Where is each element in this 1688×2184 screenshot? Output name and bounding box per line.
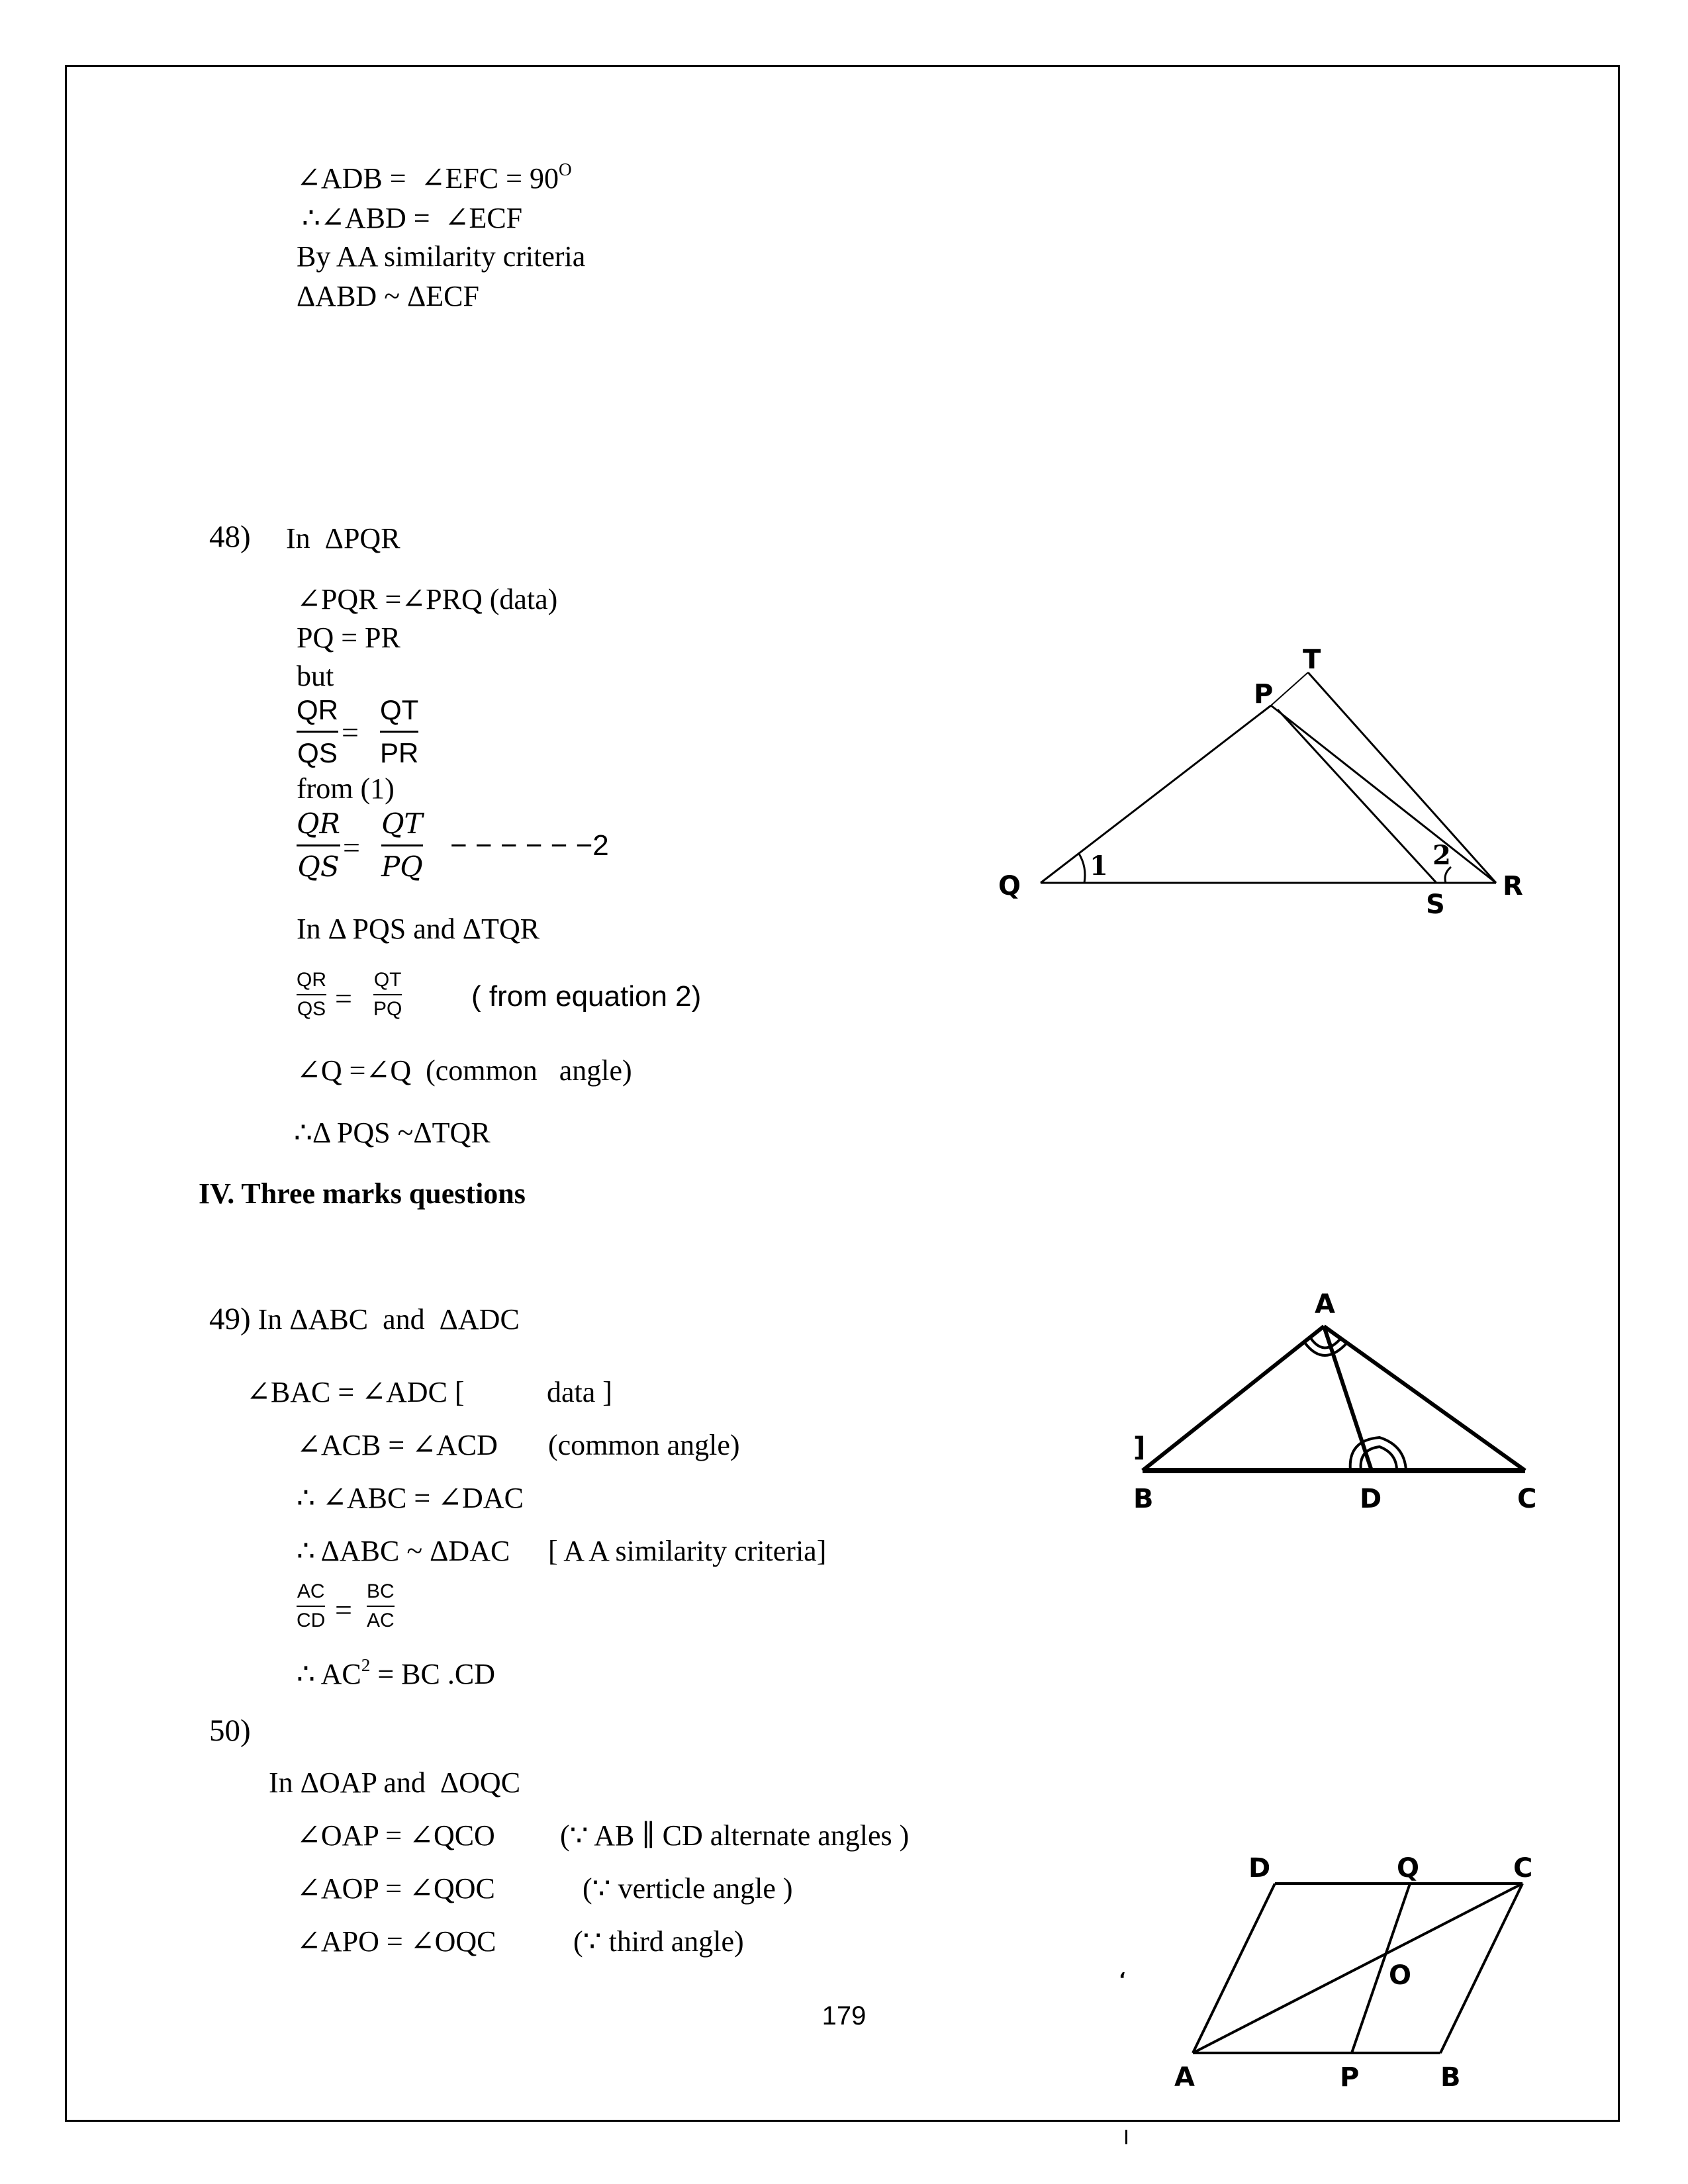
top-line-4: ΔABD ~ ΔECF [297,280,479,312]
q50-label-A: A [1174,2062,1195,2093]
q48-line-6: ∠Q =∠Q (common angle) [297,1054,632,1087]
q50-line-2b: (∵ verticle angle ) [583,1872,793,1905]
q48-equals-1: = [342,715,359,749]
q49-fraction-left: AC CD [297,1580,326,1631]
footer-tick-mark [1125,2130,1127,2144]
section-heading: IV. Three marks questions [199,1177,526,1210]
q48-fraction-2-left: QR QS [297,807,341,883]
q50-line-1b: (∵ AB ∥ CD alternate angles ) [560,1819,910,1852]
q50-parallelogram-figure [1119,1853,1542,2105]
q48-triangle-figure [998,635,1536,927]
q49-fraction-right: BC AC [367,1580,395,1631]
q49-label-A: A [1315,1289,1335,1320]
q50-line-3a: ∠APO = ∠OQC [297,1925,496,1958]
q49-label-B: B [1133,1484,1154,1514]
q48-fraction-1-right: QT PR [380,694,419,768]
q49-equals: = [335,1593,352,1627]
q49-line-4b: [ A A similarity criteria] [548,1535,827,1567]
q50-label-C: C [1513,1853,1533,1884]
top-line-3: By AA similarity criteria [297,240,586,273]
q48-line-4: from (1) [297,772,395,805]
q49-line-4a: ∴ ΔABC ~ ΔDAC [297,1535,510,1567]
q48-equals-3: = [335,981,352,1015]
q48-equation-note: ( from equation 2) [471,980,702,1013]
q50-label-Q: Q [1397,1853,1420,1884]
q48-label-Q: Q [998,871,1021,901]
q48-equals-2: = [343,831,360,864]
q50-label-B: B [1440,2062,1461,2093]
q48-intro: In ΔPQR [286,522,400,555]
q50-stray-mark: ‘ [1119,1968,1126,1990]
q48-fraction-3-right: QT PQ [373,969,402,1020]
q50-number: 50) [209,1713,251,1748]
q48-number: 48) [209,520,251,554]
q48-fraction-2-right: QT PQ [381,807,423,883]
q50-line-2a: ∠AOP = ∠QOC [297,1872,495,1905]
q50-line-3b: (∵ third angle) [573,1925,744,1958]
q49-line-5: ∴ $AC^2$ = BC .CD [297,1655,495,1690]
q48-line-7: ∴Δ PQS ~ΔTQR [294,1116,491,1149]
q48-label-T: T [1303,645,1321,675]
page-border [65,65,1620,2122]
q49-line-1a: ∠BAC = ∠ADC [ [246,1376,465,1408]
top-line-1: ∠ADB = ∠EFC = $90^O$ [297,159,572,195]
q49-line-3: ∴ ∠ABC = ∠DAC [297,1482,524,1514]
q48-label-R: R [1503,871,1523,901]
q48-fraction-1-left: QR QS [297,694,338,768]
q48-label-S: S [1426,889,1445,920]
q48-line-5: In Δ PQS and ΔTQR [297,913,540,945]
q49-line-2a: ∠ACB = ∠ACD [297,1429,498,1461]
q50-label-P: P [1340,2062,1360,2093]
q48-equation-tag: − − − − − −2 [450,829,609,862]
q48-line-1: ∠PQR =∠PRQ (data) [297,583,558,615]
q48-label-P: P [1254,679,1274,709]
q50-intro: In ΔOAP and ΔOQC [269,1766,521,1799]
q48-line-2: PQ = PR [297,621,400,654]
q50-label-O: O [1389,1960,1412,1991]
q48-line-3: but [297,660,334,692]
page-number: 179 [821,2001,867,2030]
q48-angle-1: 1 [1090,850,1108,882]
q49-stray-mark: ] [1133,1432,1146,1463]
q49-header: 49) In ΔABC and ΔADC [209,1302,520,1336]
top-line-2: ∴∠ABD = ∠ECF [302,202,523,234]
q50-label-D: D [1248,1853,1271,1884]
q49-triangle-figure [1125,1257,1549,1514]
q49-line-1b: data ] [547,1376,612,1408]
q49-line-2b: (common angle) [548,1429,740,1461]
q48-angle-2: 2 [1432,840,1451,871]
q49-label-D: D [1360,1484,1382,1514]
q48-fraction-3-left: QR QS [297,969,326,1020]
q49-label-C: C [1517,1484,1537,1514]
q50-line-1a: ∠OAP = ∠QCO [297,1819,495,1852]
